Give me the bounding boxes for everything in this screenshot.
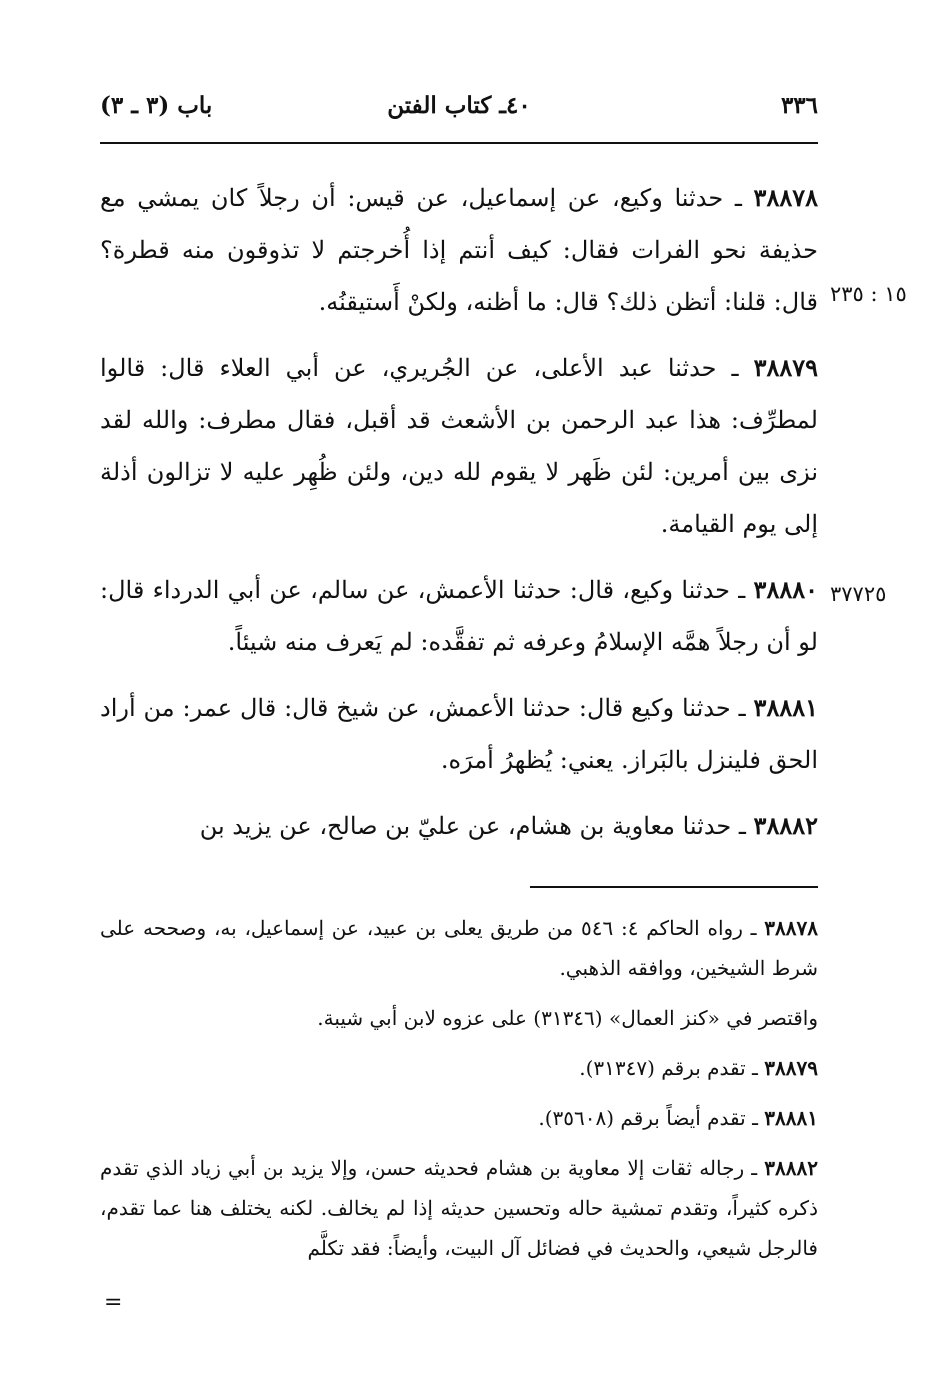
hadith-number: ٣٨٨٧٩ — [753, 353, 819, 382]
footnote — [100, 1148, 818, 1268]
hadith-paragraph — [100, 564, 818, 668]
hadith-text: ـ حدثنا وكيع، عن إسماعيل، عن قيس: أن رجلاً كان يمشي مع حذيفة نحو الفرات فقال: كيف أنتم إذا أُخرجتم لا تذوقون منه قطرة؟ قال: قلنا: أتظن ذلك؟ قال: ما أظنه، ولكنْ أَستيقنُه. — [100, 184, 818, 316]
footnote-text: ـ رواه الحاكم ٤: ٥٤٦ من طريق يعلى بن عبيد، عن إسماعيل، به، وصححه على شرط الشيخين، ووافقه الذهبي. — [100, 916, 818, 980]
footnote-number: ٣٨٨٨٢ — [764, 1156, 818, 1180]
footnote-text: ـ رجاله ثقات إلا معاوية بن هشام فحديثه حسن، وإلا يزيد بن أبي زياد الذي تقدم ذكره كثيراً، وتقدم تمشية حاله وتحسين حديثه إذا لم يخالف. لكنه يختلف هنا عما تقدم، فالرجل شيعي، والحديث في فضائل آل البيت، وأيضاً: فقد تكلَّم — [100, 1156, 818, 1260]
footnote — [100, 1048, 818, 1088]
footnote-number: ٣٨٨٨١ — [764, 1106, 818, 1130]
margin-reference: ١٥ : ٢٣٥ — [830, 282, 907, 306]
margin-reference: ٣٧٧٢٥ — [830, 582, 887, 606]
footnotes — [100, 908, 818, 1278]
hadith-number: ٣٨٨٨٢ — [753, 811, 818, 840]
hadith-paragraph — [100, 800, 818, 852]
hadith-paragraph — [100, 172, 818, 328]
hadith-number: ٣٨٨٧٨ — [753, 183, 818, 212]
header-rule — [100, 142, 818, 144]
hadith-number: ٣٨٨٨١ — [753, 693, 818, 722]
footnote — [100, 1098, 818, 1138]
footnote-rule — [530, 886, 818, 888]
footnote — [100, 998, 818, 1038]
hadith-text: ـ حدثنا وكيع قال: حدثنا الأعمش، عن شيخ قال: قال عمر: من أراد الحق فلينزل بالبَراز. يعني: يُظهرُ أمرَه. — [100, 694, 818, 774]
hadith-text: ـ حدثنا وكيع، قال: حدثنا الأعمش، عن سالم، عن أبي الدرداء قال: لو أن رجلاً همَّه الإسلامُ وعرفه ثم تفقَّده: لم يَعرف منه شيئاً. — [100, 576, 818, 656]
footnote-text: ـ تقدم برقم (٣١٣٤٧). — [579, 1056, 765, 1080]
chapter-label: باب (٣ ـ ٣) — [100, 92, 213, 119]
hadith-paragraph — [100, 682, 818, 786]
page-number: ٣٣٦ — [780, 92, 818, 119]
continuation-mark: = — [104, 1290, 123, 1315]
hadith-paragraph — [100, 342, 818, 550]
footnote-text: ـ تقدم أيضاً برقم (٣٥٦٠٨). — [538, 1106, 765, 1130]
footnote-number: ٣٨٨٧٩ — [764, 1056, 818, 1080]
hadith-text: ـ حدثنا معاوية بن هشام، عن عليّ بن صالح، عن يزيد بن — [199, 812, 754, 840]
hadith-text: ـ حدثنا عبد الأعلى، عن الجُريري، عن أبي العلاء قال: قالوا لمطرِّف: هذا عبد الرحمن بن الأشعث قد أقبل، فقال مطرف: والله لقد نزى بين أمرين: لئن ظَهر لا يقوم لله دين، ولئن ظُهِر عليه لا تزالون أذلة إلى يوم القيامة. — [100, 354, 818, 538]
footnote — [100, 908, 818, 988]
main-text — [100, 172, 818, 866]
hadith-number: ٣٨٨٨٠ — [753, 575, 818, 604]
footnote-text: واقتصر في «كنز العمال» (٣١٣٤٦) على عزوه لابن أبي شيبة. — [317, 1006, 818, 1030]
page-header — [100, 92, 818, 132]
book-title: ٤٠ـ كتاب الفتن — [387, 92, 531, 119]
footnote-number: ٣٨٨٧٨ — [764, 916, 818, 940]
